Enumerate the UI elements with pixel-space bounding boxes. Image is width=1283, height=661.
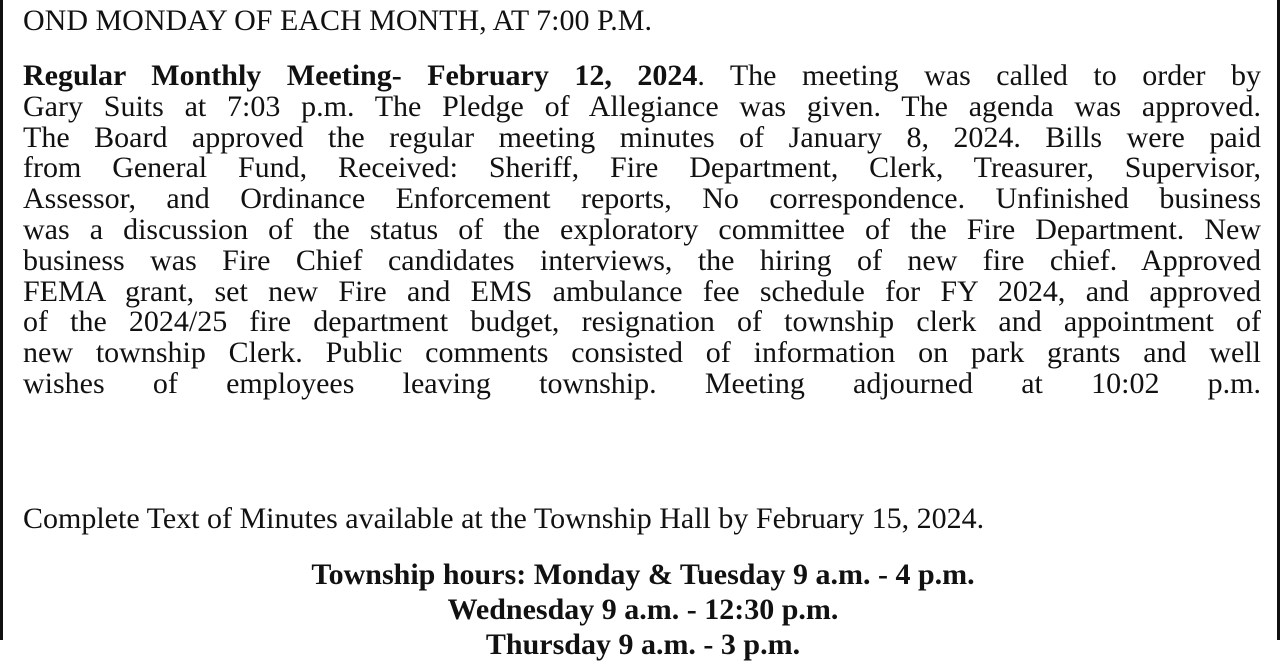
meeting-heading: Regular Monthly Meeting- February 12, 2024 bbox=[23, 59, 698, 92]
minutes-line-5: Assessor, and Ordinance Enforcement reports, No correspondence. Unfinished business bbox=[23, 182, 1261, 216]
meeting-schedule-line: OND MONDAY OF EACH MONTH, AT 7:00 P.M. bbox=[23, 4, 652, 37]
minutes-line-10: new township Clerk. Public comments consisted of information on park grants and well bbox=[23, 336, 1261, 370]
township-hours-line-3: Thursday 9 a.m. - 3 p.m. bbox=[485, 628, 801, 661]
minutes-line-11: wishes of employees leaving township. Meeting adjourned at 10:02 p.m. bbox=[23, 366, 1261, 400]
minutes-line-9: of the 2024/25 fire department budget, resignation of township clerk and appointment of bbox=[23, 305, 1261, 339]
minutes-line-7: business was Fire Chief candidates interviews, the hiring of new fire chief. Approved bbox=[23, 243, 1261, 277]
meeting-minutes-paragraph bbox=[23, 61, 1261, 400]
minutes-line-6: was a discussion of the status of the exploratory committee of the Fire Department. New bbox=[23, 212, 1261, 246]
minutes-line-8: FEMA grant, set new Fire and EMS ambulance fee schedule for FY 2024, and approved bbox=[23, 274, 1261, 308]
minutes-line-4: from General Fund, Received: Sheriff, Fire Department, Clerk, Treasurer, Supervisor, bbox=[23, 151, 1261, 185]
complete-minutes-notice: Complete Text of Minutes available at the Township Hall by February 15, 2024. bbox=[23, 502, 985, 535]
township-hours-line-1: Township hours: Monday & Tuesday 9 a.m. - 4 p.m. bbox=[311, 558, 975, 591]
minutes-line-1-text: . The meeting was called to order by bbox=[697, 59, 1262, 92]
minutes-line-1 bbox=[23, 61, 1261, 92]
minutes-line-3: The Board approved the regular meeting minutes of January 8, 2024. Bills were paid bbox=[23, 120, 1261, 154]
minutes-line-2: Gary Suits at 7:03 p.m. The Pledge of Allegiance was given. The agenda was approved. bbox=[23, 89, 1261, 123]
township-hours-line-2: Wednesday 9 a.m. - 12:30 p.m. bbox=[447, 593, 839, 626]
